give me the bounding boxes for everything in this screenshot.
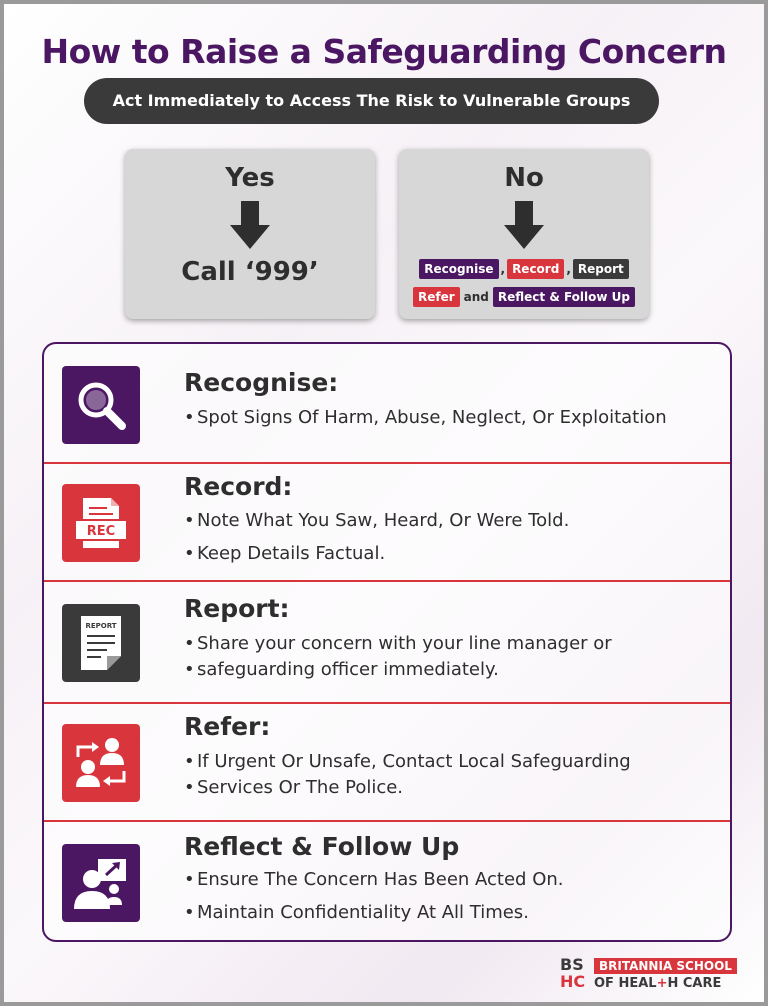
- tag-row-2: [399, 287, 649, 307]
- rec-document-icon: [62, 484, 140, 562]
- step-reflect-follow-up: [44, 822, 730, 942]
- logo-mark-top: BS: [560, 955, 584, 974]
- step-title: Refer:: [184, 712, 271, 741]
- step-report: [44, 582, 730, 704]
- decision-no-card: [399, 149, 649, 319]
- decision-no-heading: No: [504, 163, 544, 193]
- step-title: Recognise:: [184, 368, 339, 397]
- logo-plus-mark: +: [656, 976, 668, 991]
- step-title: Report:: [184, 594, 290, 623]
- tag-record: Record: [507, 259, 564, 279]
- arrow-down-icon: [230, 201, 270, 249]
- step-bullet: • Share your concern with your line manager or: [184, 631, 612, 657]
- tag-row-1: [399, 259, 649, 279]
- call-999-text: Call ‘999’: [181, 257, 319, 287]
- tag-refer: Refer: [413, 287, 460, 307]
- tag-recognise: Recognise: [419, 259, 498, 279]
- page-title: How to Raise a Safeguarding Concern: [41, 32, 727, 71]
- britannia-school-logo: [560, 956, 735, 996]
- decision-yes-card: [125, 149, 375, 319]
- logo-line-2: [594, 976, 721, 991]
- tag-report: Report: [573, 259, 629, 279]
- logo-line-1: BRITANNIA SCHOOL: [594, 958, 737, 974]
- logo-mark-bottom: HC: [560, 972, 586, 991]
- tag-reflect-follow-up: Reflect & Follow Up: [493, 287, 635, 307]
- logo-line-2b: H CARE: [667, 976, 722, 991]
- steps-panel: [42, 342, 732, 942]
- step-title: Record:: [184, 472, 293, 501]
- tag-separator: ,: [500, 262, 506, 276]
- report-icon-label: REPORT: [85, 622, 117, 630]
- arrow-down-icon: [504, 201, 544, 249]
- step-refer: [44, 704, 730, 822]
- infographic: [4, 4, 764, 1002]
- rec-icon-label: REC: [86, 524, 116, 539]
- refer-people-icon: [62, 724, 140, 802]
- follow-up-person-icon: [62, 844, 140, 922]
- step-record: [44, 464, 730, 582]
- logo-line-2a: OF HEAL: [594, 976, 657, 991]
- step-recognise: [44, 344, 730, 464]
- step-bullet: • Maintain Confidentiality At All Times.: [184, 900, 529, 926]
- decision-yes-heading: Yes: [225, 163, 275, 193]
- report-document-icon: [62, 604, 140, 682]
- step-bullet: • Keep Details Factual.: [184, 541, 385, 567]
- step-bullet: • Spot Signs Of Harm, Abuse, Neglect, Or Exploitation: [184, 405, 667, 431]
- step-bullet-continued: • Services Or The Police.: [184, 775, 403, 801]
- tag-separator-and: and: [463, 290, 489, 304]
- step-bullet: • If Urgent Or Unsafe, Contact Local Safeguarding: [184, 749, 631, 775]
- subtitle-banner: Act Immediately to Access The Risk to Vulnerable Groups: [84, 78, 659, 124]
- logo-mark: [560, 956, 590, 994]
- step-bullet: • Ensure The Concern Has Been Acted On.: [184, 867, 564, 893]
- step-bullet-continued: • safeguarding officer immediately.: [184, 657, 499, 683]
- step-title: Reflect & Follow Up: [184, 832, 460, 861]
- magnifier-icon: [62, 366, 140, 444]
- tag-separator: ,: [566, 262, 571, 276]
- step-bullet: • Note What You Saw, Heard, Or Were Told.: [184, 508, 569, 534]
